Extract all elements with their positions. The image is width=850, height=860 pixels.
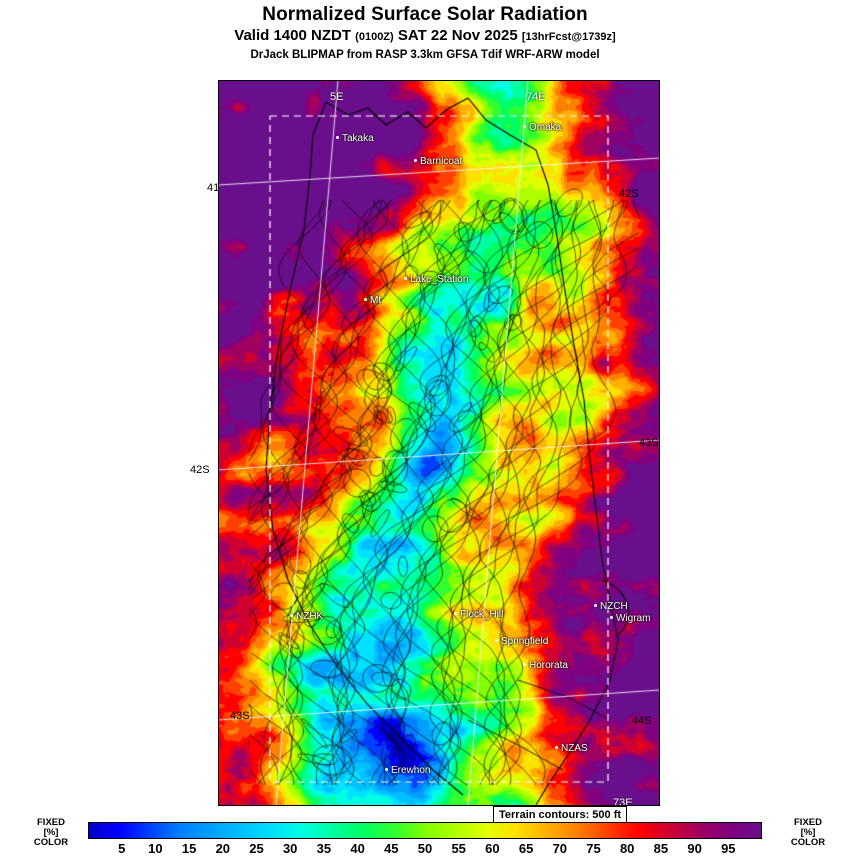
map-place-label <box>290 611 323 622</box>
colorbar-tick: 15 <box>181 841 197 856</box>
map-raster <box>218 80 660 806</box>
place-marker-icon <box>385 768 388 771</box>
colorbar-tick: 30 <box>282 841 298 856</box>
place-marker-icon <box>364 298 367 301</box>
valid-time-line <box>0 26 850 47</box>
map-place-label <box>555 743 588 754</box>
fixed-color-label-right <box>782 818 834 848</box>
place-marker-icon <box>523 125 526 128</box>
terrain-contour-note: Terrain contours: 500 ft <box>493 806 627 825</box>
place-marker-icon <box>495 639 498 642</box>
colorbar-tick: 80 <box>619 841 635 856</box>
fixed-label-line2: [%] <box>43 827 59 838</box>
map-place-label <box>364 295 381 306</box>
map-place-label <box>454 609 503 620</box>
place-marker-icon <box>414 159 417 162</box>
grid-coordinate-label: 44S <box>632 715 652 727</box>
grid-coordinate-label: 42S <box>619 188 639 200</box>
colorbar-tick: 95 <box>721 841 736 856</box>
grid-coordinate-label: 43S <box>639 437 659 449</box>
colorbar-tick: 90 <box>687 841 702 856</box>
place-name: Flock_Hill <box>460 609 504 620</box>
model-line: DrJack BLIPMAP from RASP 3.3km GFSA Tdif WRF-ARW model <box>250 49 600 61</box>
colorbar <box>88 822 762 839</box>
colorbar-tick: 55 <box>451 841 466 856</box>
colorbar-tick: 70 <box>552 841 568 856</box>
colorbar-tick: 40 <box>350 841 365 856</box>
fixed-label-line3: COLOR <box>33 837 69 848</box>
map-place-label <box>414 156 462 167</box>
colorbar-tick: 45 <box>384 841 399 856</box>
place-name: Erewhon <box>391 765 431 776</box>
map-place-label <box>336 133 374 144</box>
map-plot <box>218 80 660 806</box>
place-name: Omaka <box>529 122 562 133</box>
grid-coordinate-label: 5E <box>330 91 344 103</box>
place-name: NZCH <box>600 601 628 612</box>
colorbar-tick: 50 <box>417 841 433 856</box>
grid-coordinate-label: 73E <box>613 797 633 806</box>
title-block <box>0 4 850 63</box>
map-place-label <box>404 274 468 285</box>
map-place-label <box>495 636 548 647</box>
map-place-label <box>610 613 650 624</box>
valid-date: SAT 22 Nov 2025 <box>397 27 518 44</box>
place-marker-icon <box>290 614 293 617</box>
colorbar-tick-labels <box>88 841 762 857</box>
colorbar-tick: 85 <box>653 841 669 856</box>
place-name: NZAS <box>561 743 588 754</box>
place-marker-icon <box>555 746 558 749</box>
place-name: Takaka <box>342 133 374 144</box>
fixed-label-line2-right: [%] <box>800 827 816 838</box>
fixed-label-line1: FIXED <box>37 817 65 828</box>
colorbar-gradient <box>88 822 762 839</box>
fixed-label-line3-right: COLOR <box>790 837 826 848</box>
page-title: Normalized Surface Solar Radiation <box>262 4 588 25</box>
grid-coordinate-label: 74E <box>526 91 546 103</box>
colorbar-tick: 20 <box>215 841 231 856</box>
place-name: Mt <box>370 295 382 306</box>
colorbar-tick: 5 <box>118 841 126 856</box>
valid-time-utc: (0100Z) <box>355 31 394 43</box>
place-marker-icon <box>523 663 526 666</box>
place-marker-icon <box>404 277 407 280</box>
map-place-label <box>385 765 430 776</box>
colorbar-tick: 65 <box>518 841 534 856</box>
grid-coordinate-label: 43S <box>230 710 250 722</box>
colorbar-tick: 35 <box>316 841 332 856</box>
map-place-label <box>594 601 628 612</box>
place-marker-icon <box>336 136 339 139</box>
map-place-label <box>523 122 561 133</box>
colorbar-tick: 10 <box>148 841 163 856</box>
valid-time-prefix: Valid 1400 NZDT <box>234 27 351 44</box>
colorbar-tick: 25 <box>249 841 264 856</box>
colorbar-tick: 60 <box>485 841 500 856</box>
forecast-tag: [13hrFcst@1739z] <box>521 31 616 43</box>
place-marker-icon <box>594 604 597 607</box>
place-name: Springfield <box>501 636 549 647</box>
place-name: Hororata <box>529 660 568 671</box>
place-marker-icon <box>610 616 613 619</box>
fixed-color-label-left <box>25 818 77 848</box>
place-name: Lake_Station <box>410 274 469 285</box>
grid-coordinate-label: 42S <box>190 464 210 476</box>
place-name: NZHK <box>296 611 324 622</box>
place-name: Wigram <box>616 613 651 624</box>
place-name: Barnicoat <box>420 156 463 167</box>
place-marker-icon <box>454 612 457 615</box>
map-place-label <box>523 660 568 671</box>
colorbar-tick: 75 <box>586 841 601 856</box>
grid-coordinate-label: 41 <box>207 182 220 194</box>
fixed-label-line1-right: FIXED <box>794 817 822 828</box>
